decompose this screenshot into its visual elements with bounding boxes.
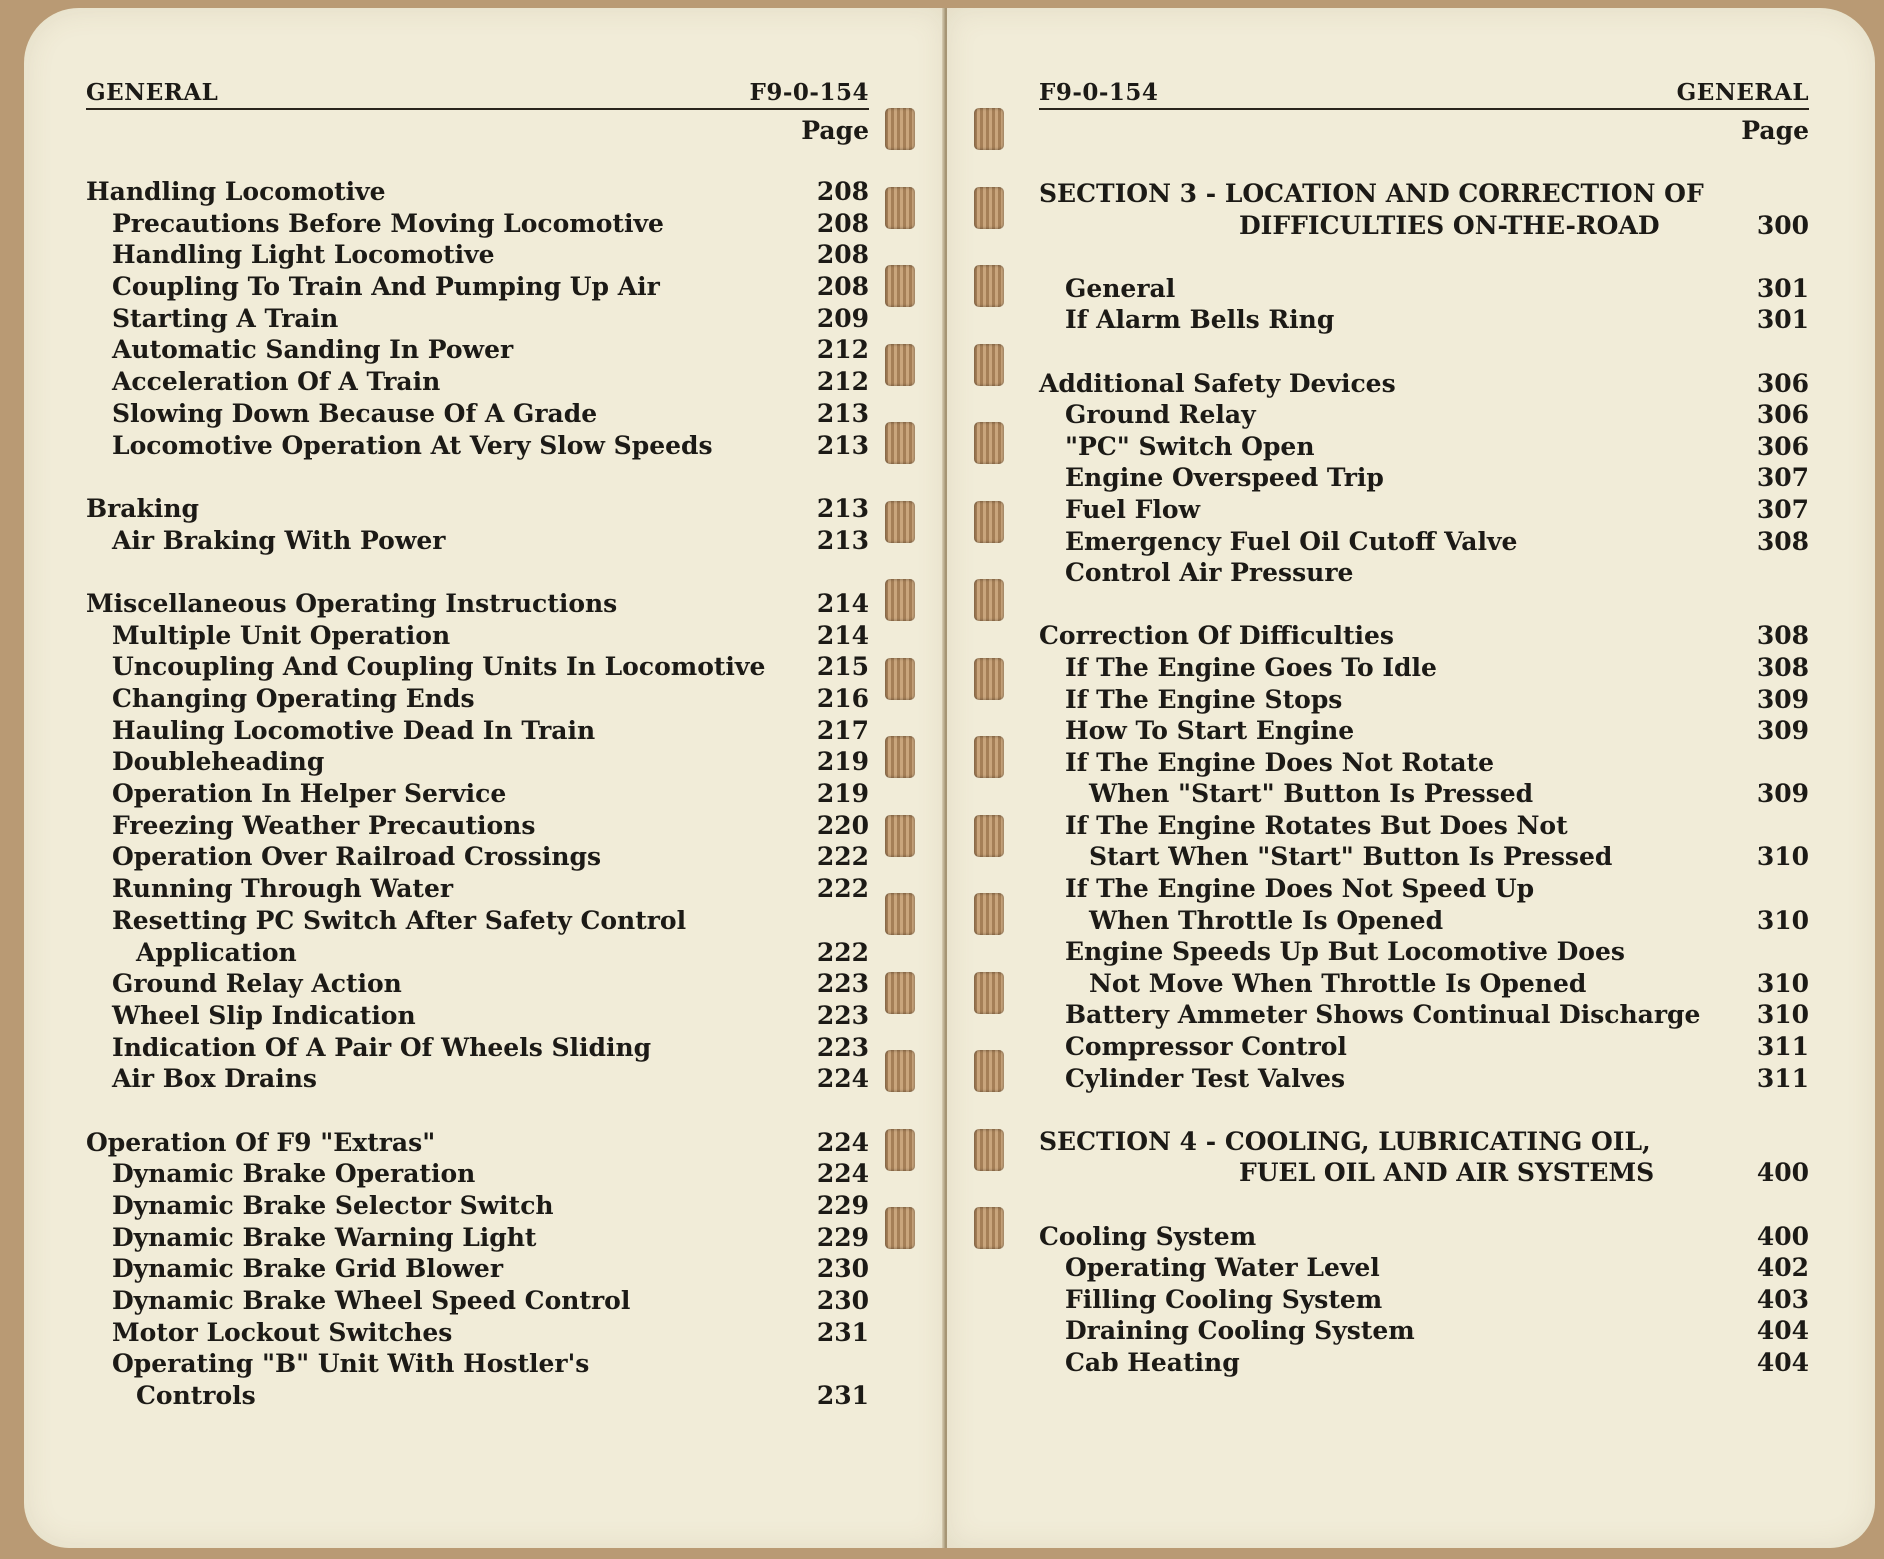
toc-entry-page-number: 209	[816, 303, 869, 333]
toc-entry-title: If The Engine Stops	[1065, 684, 1343, 714]
toc-entry	[1039, 462, 1809, 494]
binding-hole	[885, 422, 915, 464]
toc-entry-title: Application	[136, 937, 297, 967]
toc-entry-page-number: 224	[816, 1127, 869, 1157]
toc-entry	[86, 905, 869, 937]
toc-entry	[1039, 1031, 1809, 1063]
toc-entry	[86, 1285, 869, 1317]
toc-entry-title: Draining Cooling System	[1065, 1316, 1415, 1346]
toc-entry-page-number: 224	[816, 1159, 869, 1189]
left-page	[24, 8, 945, 1548]
toc-entry	[86, 1063, 869, 1095]
toc-entry-title: Additional Safety Devices	[1039, 368, 1396, 398]
toc-entry	[86, 271, 869, 303]
toc-entry	[86, 398, 869, 430]
toc-entry-page-number: 310	[1756, 968, 1809, 998]
toc-entry-title: Motor Lockout Switches	[112, 1317, 453, 1347]
binding-hole	[885, 1129, 915, 1171]
binding-hole	[974, 187, 1004, 229]
toc-entry-page-number: 308	[1756, 621, 1809, 651]
toc-entry-title: Air Braking With Power	[112, 525, 446, 555]
toc-entry-title: Coupling To Train And Pumping Up Air	[112, 272, 660, 302]
toc-entry-title: Start When "Start" Button Is Pressed	[1089, 842, 1613, 872]
toc-entry-title: Running Through Water	[112, 874, 454, 904]
toc-entry-title: Air Box Drains	[112, 1064, 317, 1094]
toc-entry	[1039, 1315, 1809, 1347]
toc-entry-page-number: 229	[816, 1191, 869, 1220]
toc-entry-title: How To Start Engine	[1065, 716, 1355, 746]
toc-entry	[86, 810, 869, 842]
toc-entry	[1039, 810, 1809, 842]
toc-entry	[86, 1190, 869, 1222]
toc-entry	[86, 1380, 869, 1412]
toc-entry-title: Uncoupling And Coupling Units In Locomotive	[112, 652, 766, 682]
binding-hole	[974, 422, 1004, 464]
toc-entry	[1039, 368, 1809, 400]
toc-entry-page-number: 309	[1756, 779, 1809, 809]
toc-entry-title: Filling Cooling System	[1065, 1284, 1383, 1314]
right-page-column-heading: Page	[1741, 116, 1809, 145]
toc-entry	[1039, 273, 1809, 305]
toc-entry	[86, 841, 869, 873]
binding-hole	[974, 1129, 1004, 1171]
toc-entry-title: General	[1065, 273, 1176, 303]
toc-entry-title: Ground Relay	[1065, 400, 1256, 430]
toc-entry-title: Indication Of A Pair Of Wheels Sliding	[112, 1032, 652, 1062]
binding-hole	[974, 815, 1004, 857]
toc-spacer	[1039, 336, 1809, 368]
toc-entry-title: Handling Locomotive	[86, 177, 386, 206]
toc-entry-page-number: 212	[816, 335, 869, 365]
toc-entry	[1039, 778, 1809, 810]
toc-entry-page-number: 208	[816, 177, 869, 206]
toc-entry-title: Slowing Down Because Of A Grade	[112, 398, 598, 428]
toc-entry-title: Operating Water Level	[1065, 1253, 1380, 1283]
toc-entry	[1039, 873, 1809, 905]
toc-entry-page-number: 212	[816, 367, 869, 397]
toc-entry-page-number: 214	[816, 620, 869, 650]
binding-hole	[974, 265, 1004, 307]
binding-hole	[974, 108, 1004, 150]
toc-entry-page-number: 301	[1756, 305, 1809, 335]
toc-entry	[86, 1253, 869, 1285]
toc-entry	[1039, 968, 1809, 1000]
toc-entry-title: Dynamic Brake Wheel Speed Control	[112, 1286, 631, 1316]
toc-entry-page-number: 301	[1756, 273, 1809, 303]
toc-entry	[86, 588, 869, 620]
toc-entry-page-number: 308	[1756, 652, 1809, 682]
toc-entry-page-number: 217	[816, 715, 869, 745]
toc-entry-title: Dynamic Brake Selector Switch	[112, 1191, 554, 1220]
toc-entry-title: Operation Of F9 "Extras"	[86, 1127, 436, 1157]
toc-entry-page-number: 400	[1756, 1158, 1809, 1188]
toc-entry-title: Wheel Slip Indication	[112, 1000, 416, 1030]
toc-entry-title: Dynamic Brake Operation	[112, 1159, 476, 1189]
toc-entry	[1039, 1126, 1809, 1158]
binding-hole	[974, 579, 1004, 621]
toc-entry-page-number: 231	[816, 1381, 869, 1411]
toc-entry-page-number: 309	[1756, 684, 1809, 714]
toc-entry-page-number: 213	[816, 493, 869, 523]
toc-entry-title: Ground Relay Action	[112, 969, 402, 999]
right-running-header	[1039, 74, 1809, 110]
toc-entry-page-number: 300	[1756, 210, 1809, 240]
toc-entry-title: Acceleration Of A Train	[112, 367, 441, 397]
toc-entry	[86, 778, 869, 810]
toc-entry	[1039, 1252, 1809, 1284]
toc-entry-title: Cooling System	[1039, 1221, 1257, 1251]
toc-entry-title: Emergency Fuel Oil Cutoff Valve	[1065, 526, 1518, 556]
toc-entry	[1039, 178, 1809, 210]
toc-entry	[1039, 905, 1809, 937]
toc-entry-page-number: 311	[1756, 1032, 1809, 1062]
toc-entry	[86, 715, 869, 747]
toc-entry	[1039, 715, 1809, 747]
toc-spacer	[86, 556, 869, 588]
toc-entry	[86, 334, 869, 366]
toc-entry-title: SECTION 3 - LOCATION AND CORRECTION OF	[1039, 179, 1704, 208]
binding-hole	[885, 893, 915, 935]
toc-entry	[86, 620, 869, 652]
toc-entry-page-number: 213	[816, 525, 869, 555]
toc-entry	[1039, 304, 1809, 336]
toc-spacer	[86, 461, 869, 493]
toc-entry	[86, 651, 869, 683]
toc-entry-page-number: 223	[816, 969, 869, 999]
toc-entry-page-number: 308	[1756, 526, 1809, 556]
toc-entry	[1039, 210, 1809, 242]
toc-entry-title: Multiple Unit Operation	[112, 620, 451, 650]
toc-entry-title: Cylinder Test Valves	[1065, 1063, 1346, 1093]
toc-entry-page-number: 311	[1756, 1063, 1809, 1093]
toc-entry-page-number: 215	[816, 652, 869, 682]
toc-entry-page-number: 208	[816, 208, 869, 238]
toc-entry	[1039, 1063, 1809, 1095]
toc-entry	[1039, 652, 1809, 684]
toc-entry-page-number: 310	[1756, 1000, 1809, 1030]
toc-entry-page-number: 223	[816, 1000, 869, 1030]
toc-entry-page-number: 306	[1756, 400, 1809, 430]
toc-entry-title: DIFFICULTIES ON-THE-ROAD	[1239, 210, 1660, 240]
toc-entry	[86, 968, 869, 1000]
toc-entry-title: Operating "B" Unit With Hostler's	[112, 1349, 590, 1379]
toc-entry	[86, 239, 869, 271]
binding-hole	[974, 1050, 1004, 1092]
toc-entry-page-number: 307	[1756, 494, 1809, 524]
toc-entry-title: If The Engine Does Not Rotate	[1065, 747, 1495, 777]
toc-entry-title: Automatic Sanding In Power	[112, 335, 514, 365]
toc-entry-page-number: 216	[816, 684, 869, 713]
binding-hole	[885, 579, 915, 621]
toc-entry	[86, 208, 869, 240]
toc-entry-page-number: 208	[816, 240, 869, 270]
toc-entry-title: Braking	[86, 493, 199, 523]
right-header-doc-number: F9-0-154	[1039, 79, 1159, 106]
toc-entry-page-number: 306	[1756, 368, 1809, 398]
toc-entry-page-number: 223	[816, 1032, 869, 1062]
binding-hole	[974, 972, 1004, 1014]
left-toc-list	[86, 176, 869, 1412]
toc-entry-title: Battery Ammeter Shows Continual Discharge	[1065, 1000, 1701, 1030]
toc-entry-title: Starting A Train	[112, 303, 339, 333]
toc-entry-title: When "Start" Button Is Pressed	[1089, 779, 1534, 809]
toc-entry-title: Precautions Before Moving Locomotive	[112, 208, 664, 238]
toc-entry	[1039, 747, 1809, 779]
left-page-column-heading: Page	[801, 116, 869, 145]
toc-entry-page-number: 307	[1756, 463, 1809, 493]
binding-hole	[974, 658, 1004, 700]
binding-hole	[885, 265, 915, 307]
toc-entry	[1039, 620, 1809, 652]
toc-entry-page-number: 219	[816, 747, 869, 777]
toc-entry-page-number: 220	[816, 810, 869, 840]
binding-hole	[974, 501, 1004, 543]
toc-entry-page-number: 222	[816, 874, 869, 904]
binding-hole	[974, 893, 1004, 935]
toc-entry-title: Cab Heating	[1065, 1347, 1240, 1377]
left-header-doc-number: F9-0-154	[749, 79, 869, 106]
toc-spacer	[1039, 241, 1809, 273]
toc-entry	[1039, 684, 1809, 716]
toc-entry-page-number: 306	[1756, 431, 1809, 461]
toc-entry	[86, 873, 869, 905]
toc-entry-title: Handling Light Locomotive	[112, 240, 495, 270]
toc-entry	[86, 1222, 869, 1254]
toc-entry-title: Dynamic Brake Grid Blower	[112, 1254, 503, 1284]
toc-entry	[1039, 1284, 1809, 1316]
toc-entry	[1039, 999, 1809, 1031]
toc-entry-title: Operation In Helper Service	[112, 779, 507, 809]
toc-entry	[1039, 399, 1809, 431]
toc-entry	[86, 1317, 869, 1349]
toc-entry-title: Fuel Flow	[1065, 494, 1201, 524]
toc-spacer	[1039, 589, 1809, 621]
toc-entry-title: Changing Operating Ends	[112, 684, 475, 713]
toc-entry-page-number: 310	[1756, 905, 1809, 935]
toc-entry	[86, 493, 869, 525]
toc-entry-title: Operation Over Railroad Crossings	[112, 842, 602, 872]
toc-entry	[1039, 1157, 1809, 1189]
binding-hole	[974, 344, 1004, 386]
toc-entry	[1039, 494, 1809, 526]
toc-entry-page-number: 231	[816, 1317, 869, 1347]
toc-entry	[1039, 1347, 1809, 1379]
toc-entry-page-number: 310	[1756, 842, 1809, 872]
binding-hole	[974, 1207, 1004, 1249]
toc-entry-title: If Alarm Bells Ring	[1065, 305, 1335, 335]
toc-entry-title: Freezing Weather Precautions	[112, 810, 536, 840]
toc-entry-page-number: 402	[1756, 1253, 1809, 1283]
toc-entry-title: If The Engine Does Not Speed Up	[1065, 874, 1535, 904]
binding-hole	[885, 501, 915, 543]
binding-hole	[885, 736, 915, 778]
toc-entry-title: Not Move When Throttle Is Opened	[1089, 968, 1587, 998]
toc-spacer	[1039, 1189, 1809, 1221]
toc-entry-page-number: 222	[816, 842, 869, 872]
toc-entry-page-number: 213	[816, 430, 869, 460]
toc-entry	[86, 1348, 869, 1380]
toc-entry	[86, 1000, 869, 1032]
toc-entry-page-number: 230	[816, 1286, 869, 1316]
toc-entry	[86, 683, 869, 715]
toc-entry-title: Doubleheading	[112, 747, 325, 777]
toc-entry-title: Controls	[136, 1381, 256, 1411]
toc-entry	[86, 176, 869, 208]
toc-entry-page-number: 208	[816, 272, 869, 302]
toc-entry	[86, 525, 869, 557]
binding-hole	[885, 1207, 915, 1249]
toc-entry-page-number: 230	[816, 1254, 869, 1284]
binding-hole	[974, 736, 1004, 778]
toc-entry-page-number: 224	[816, 1064, 869, 1094]
toc-entry	[86, 937, 869, 969]
toc-entry	[86, 366, 869, 398]
toc-entry-title: "PC" Switch Open	[1065, 431, 1315, 461]
toc-entry	[1039, 841, 1809, 873]
toc-entry	[1039, 936, 1809, 968]
toc-entry-title: Resetting PC Switch After Safety Control	[112, 905, 687, 935]
binding-hole	[885, 1050, 915, 1092]
toc-entry-title: SECTION 4 - COOLING, LUBRICATING OIL,	[1039, 1126, 1651, 1156]
toc-entry	[86, 430, 869, 462]
left-header-section: GENERAL	[86, 79, 219, 106]
left-running-header	[86, 74, 869, 110]
toc-entry	[86, 1127, 869, 1159]
toc-entry-title: Control Air Pressure	[1065, 558, 1354, 588]
toc-entry-title: If The Engine Goes To Idle	[1065, 652, 1437, 682]
binding-hole	[885, 187, 915, 229]
toc-entry-title: Hauling Locomotive Dead In Train	[112, 715, 596, 745]
toc-entry	[1039, 557, 1809, 589]
toc-entry-title: Miscellaneous Operating Instructions	[86, 588, 618, 618]
toc-entry-page-number: 213	[816, 398, 869, 428]
toc-entry-page-number: 214	[816, 588, 869, 618]
binding-hole	[885, 815, 915, 857]
toc-entry-page-number: 219	[816, 779, 869, 809]
toc-entry-title: Locomotive Operation At Very Slow Speeds	[112, 430, 713, 460]
toc-entry-page-number: 404	[1756, 1347, 1809, 1377]
toc-spacer	[86, 1095, 869, 1127]
toc-entry	[86, 1158, 869, 1190]
toc-entry	[1039, 1221, 1809, 1253]
toc-entry-page-number: 309	[1756, 716, 1809, 746]
binding-hole	[885, 344, 915, 386]
toc-entry-title: Correction Of Difficulties	[1039, 621, 1394, 651]
toc-entry-title: When Throttle Is Opened	[1089, 905, 1444, 935]
toc-entry-title: Compressor Control	[1065, 1032, 1347, 1062]
right-toc-list	[1039, 178, 1809, 1379]
toc-entry-title: Engine Speeds Up But Locomotive Does	[1065, 937, 1625, 967]
binding-hole	[885, 972, 915, 1014]
right-header-section: GENERAL	[1676, 79, 1809, 106]
binding-hole	[885, 658, 915, 700]
toc-entry	[86, 746, 869, 778]
binding-hole	[885, 108, 915, 150]
toc-entry-title: FUEL OIL AND AIR SYSTEMS	[1239, 1158, 1655, 1188]
toc-entry-title: Engine Overspeed Trip	[1065, 463, 1384, 493]
toc-entry-page-number: 229	[816, 1222, 869, 1252]
right-page	[947, 8, 1875, 1548]
toc-entry	[86, 1032, 869, 1064]
toc-spacer	[1039, 1094, 1809, 1126]
toc-entry-page-number: 403	[1756, 1284, 1809, 1314]
toc-entry	[1039, 431, 1809, 463]
toc-entry	[1039, 526, 1809, 558]
toc-entry-page-number: 404	[1756, 1316, 1809, 1346]
toc-entry-page-number: 222	[816, 937, 869, 967]
toc-entry-title: If The Engine Rotates But Does Not	[1065, 810, 1568, 840]
toc-entry-page-number: 400	[1756, 1221, 1809, 1251]
toc-entry-title: Dynamic Brake Warning Light	[112, 1222, 537, 1252]
toc-entry	[86, 303, 869, 335]
